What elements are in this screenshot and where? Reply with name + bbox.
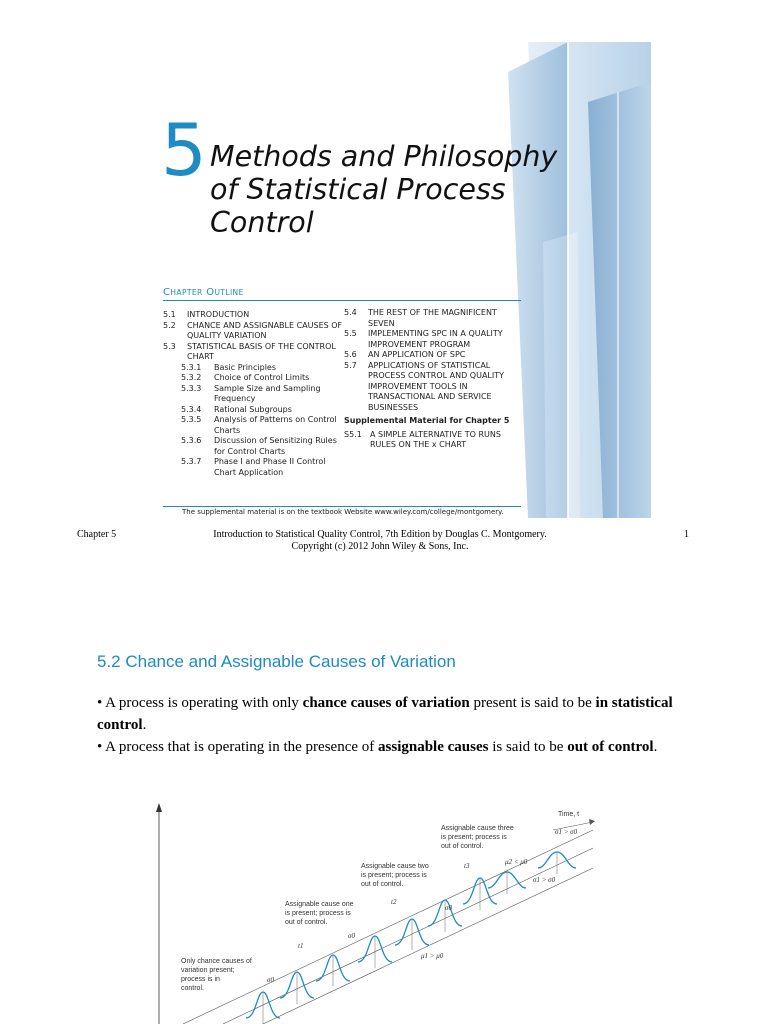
- outline-heading: CHAPTER OUTLINE: [163, 287, 244, 298]
- assignable-cause-three-label: is present; process is: [441, 834, 507, 841]
- outline-item-text: INTRODUCTION: [187, 310, 250, 319]
- bullet-in-control: • A process is operating with only chance causes of variation present is said to be in statistical control.: [97, 695, 673, 733]
- outline-item: [163, 384, 343, 405]
- outline-item-text: STATISTICAL BASIS OF THE CONTROL CHART: [187, 341, 336, 361]
- chance-causes-label: Only chance causes of: [181, 958, 252, 965]
- supplemental-item: [344, 430, 514, 451]
- outline-item-number: 5.3.4: [181, 404, 202, 414]
- outline-item-number: 5.4: [344, 308, 357, 317]
- assignable-cause-two-label: out of control.: [361, 881, 404, 888]
- outline-item: [163, 415, 343, 436]
- term-assignable-causes: assignable causes: [378, 739, 489, 755]
- outline-item-number: 5.3.2: [181, 373, 202, 382]
- chapter-title-line: of Statistical Process: [210, 173, 506, 206]
- outline-right-column: [344, 308, 514, 451]
- outline-divider: [163, 300, 521, 301]
- outline-item: [163, 310, 343, 321]
- outline-item-text: Phase I and Phase II Control Chart Application: [214, 457, 326, 477]
- outline-item: [163, 321, 343, 342]
- time-line-upper: [183, 830, 593, 1024]
- outline-item-number: 5.3.3: [181, 383, 202, 393]
- mu1-gt-mu0: μ1 > μ0: [421, 952, 444, 960]
- outline-item-text: Discussion of Sensitizing Rules for Control Charts: [214, 436, 337, 456]
- outline-item-text: Rational Subgroups: [214, 404, 292, 414]
- supplemental-note: The supplemental material is on the textbook Website www.wiley.com/college/montgomery.: [182, 508, 504, 516]
- outline-item: [163, 436, 343, 457]
- outline-item: [163, 457, 343, 478]
- chance-causes-label: variation present;: [181, 967, 235, 974]
- outline-item-text: AN APPLICATION OF SPC: [368, 350, 466, 359]
- sigma1-gt-sigma0-mid: σ1 > σ0: [533, 876, 556, 884]
- outline-item-number: 5.6: [344, 350, 357, 359]
- outline-item: [163, 373, 343, 384]
- outline-item-text: Basic Principles: [214, 362, 276, 372]
- time-t1: t1: [298, 942, 304, 950]
- time-t3: t3: [464, 862, 470, 870]
- outline-item-number: 5.3.7: [181, 457, 202, 466]
- assignable-cause-one-label: out of control.: [285, 919, 328, 926]
- term-out-of-control: out of control: [567, 739, 654, 755]
- outline-item-number: 5.7: [344, 360, 357, 370]
- supplemental-item-text: A SIMPLE ALTERNATIVE TO RUNS RULES ON THE x CHART: [370, 429, 501, 449]
- supplemental-divider: [163, 506, 521, 507]
- assignable-cause-one-label: Assignable cause one: [285, 901, 354, 908]
- chance-causes-label: process is in: [181, 976, 220, 983]
- footer-book-line: Introduction to Statistical Quality Control, 7th Edition by Douglas C. Montgomery.: [213, 529, 547, 540]
- axis-arrow: [156, 803, 162, 812]
- time-axis-label: Time, t: [558, 811, 580, 818]
- chapter-title-line: Control: [210, 206, 314, 239]
- term-chance-causes: chance causes of variation: [302, 695, 470, 711]
- outline-item-number: 5.3.1: [181, 362, 202, 372]
- chapter-number: 5: [161, 108, 204, 192]
- assignable-cause-two-label: is present; process is: [361, 872, 427, 879]
- chapter-cover: [148, 42, 651, 518]
- variation-diagram: [153, 800, 598, 1024]
- outline-item-number: 5.3: [163, 341, 176, 351]
- footer-copyright-line: Copyright (c) 2012 John Wiley & Sons, Inc.: [291, 541, 469, 552]
- footer-page-number: 1: [684, 529, 689, 540]
- outline-item: [344, 308, 514, 329]
- outline-item: [163, 405, 343, 416]
- outline-item: [344, 361, 514, 414]
- outline-item-number: 5.3.6: [181, 436, 202, 445]
- outline-item-number: 5.2: [163, 320, 176, 330]
- outline-item-text: CHANCE AND ASSIGNABLE CAUSES OF QUALITY VARIATION: [187, 320, 343, 340]
- term-in-control: in statistical control: [97, 695, 673, 733]
- chance-causes-label: control.: [181, 985, 204, 992]
- outline-item: [163, 342, 343, 363]
- chapter-title: [210, 140, 600, 239]
- footer-chapter: Chapter 5: [77, 529, 117, 540]
- outline-item: [344, 329, 514, 350]
- assignable-cause-three-label: out of control.: [441, 843, 484, 850]
- outline-item-number: 5.5: [344, 329, 357, 338]
- supplemental-item-number: S5.1: [344, 429, 362, 439]
- outline-item-number: 5.1: [163, 310, 176, 319]
- outline-left-column: [163, 310, 343, 478]
- footer-book-info: [170, 529, 590, 553]
- supplemental-heading: Supplemental Material for Chapter 5: [344, 416, 510, 425]
- outline-item-text: IMPLEMENTING SPC IN A QUALITY IMPROVEMENT PROGRAM: [368, 329, 503, 349]
- time-arrow-head: [589, 819, 595, 825]
- assignable-cause-two-label: Assignable cause two: [361, 863, 429, 870]
- sigma0-label: σ0: [445, 904, 452, 912]
- outline-item-text: THE REST OF THE MAGNIFICENT SEVEN: [368, 308, 497, 328]
- sigma0-label: σ0: [348, 932, 355, 940]
- outline-item-text: Analysis of Patterns on Control Charts: [214, 415, 337, 435]
- outline-item: [344, 350, 514, 361]
- bullet-out-of-control: • A process that is operating in the presence of assignable causes is said to be out of control.: [97, 739, 658, 755]
- time-t2: t2: [391, 898, 397, 906]
- assignable-cause-one-label: is present; process is: [285, 910, 351, 917]
- variation-diagram-svg: [153, 800, 598, 1024]
- slide-title: 5.2 Chance and Assignable Causes of Variation: [97, 652, 456, 671]
- outline-item-text: Choice of Control Limits: [214, 373, 310, 382]
- outline-item-text: Sample Size and Sampling Frequency: [214, 383, 321, 403]
- time-line-lower: [263, 868, 593, 1024]
- assignable-cause-three-label: Assignable cause three: [441, 825, 514, 832]
- sigma1-gt-sigma0-top: σ1 > σ0: [555, 828, 578, 836]
- outline-item-text: APPLICATIONS OF STATISTICAL PROCESS CONTROL AND QUALITY IMPROVEMENT TOOLS IN TRANSACTIONAL AND SERVICE BUSINESSES: [368, 360, 505, 412]
- chapter-title-line: Methods and Philosophy: [210, 140, 558, 173]
- outline-item-number: 5.3.5: [181, 415, 202, 424]
- sigma0-label: σ0: [267, 976, 274, 984]
- outline-item: [163, 363, 343, 374]
- mu2-lt-mu0: μ2 < μ0: [505, 858, 528, 866]
